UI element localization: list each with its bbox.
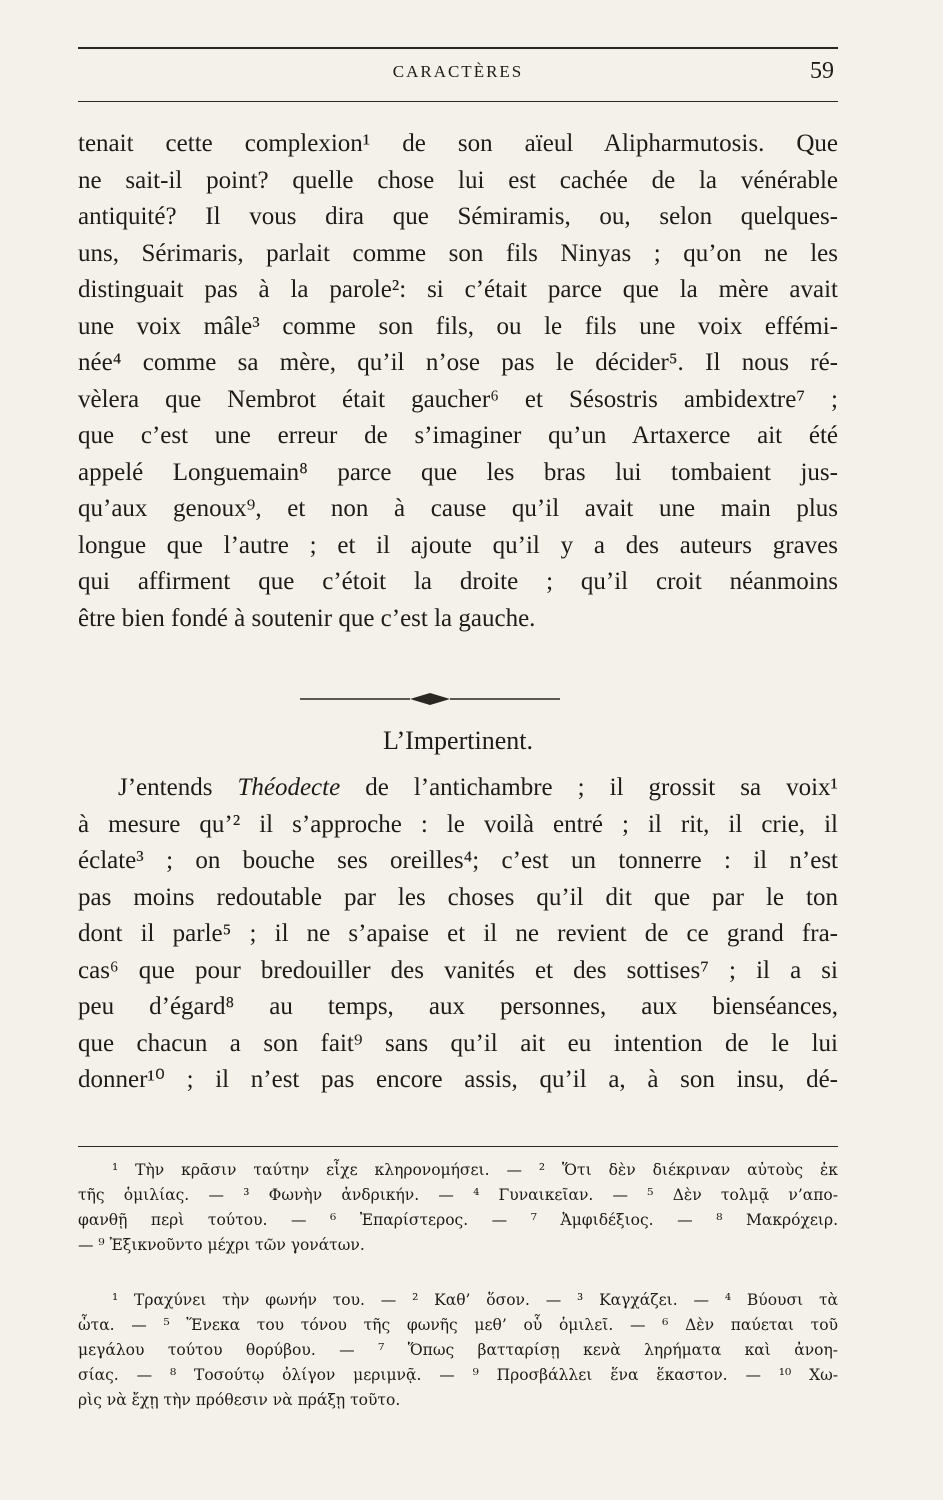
footnote-line: σίας. — ⁸ Τοσούτῳ ὀλίγον μεριμνᾷ. — ⁹ Προσβάλλει ἕνα ἕκαστον. — ¹⁰ Χω- bbox=[78, 1366, 838, 1384]
text-line: dont il parle⁵ ; il ne s’apaise et il ne revient de ce grand fra- bbox=[78, 920, 838, 947]
text-line: que chacun a son fait⁹ sans qu’il ait eu intention de le lui bbox=[78, 1029, 838, 1057]
section-title: L’Impertinent. bbox=[383, 726, 533, 755]
text-line: J’entends Théodecte de l’antichambre ; il grossit sa voix¹ bbox=[118, 774, 838, 801]
text-line: antiquité? Il vous dira que Sémiramis, ou, selon quelques- bbox=[78, 203, 838, 230]
text-line: cas⁶ que pour bredouiller des vanités et des sottises⁷ ; il a si bbox=[78, 956, 838, 984]
character-name: Théodecte bbox=[237, 774, 341, 801]
text-line: née⁴ comme sa mère, qu’il n’ose pas le décider⁵. Il nous ré- bbox=[78, 349, 838, 376]
footnote-line: φανθῇ περὶ τούτου. — ⁶ Ἐπαρίστερος. — ⁷ Ἀμφιδέξιος. — ⁸ Μακρόχειρ. bbox=[78, 1211, 838, 1229]
footnote-line: ¹ Τὴν κρᾶσιν ταύτην εἶχε κληρονομήσει. — ² Ὅτι δὲν διέκριναν αὐτοὺς ἐκ bbox=[112, 1161, 838, 1179]
text-line: éclate³ ; on bouche ses oreilles⁴; c’est un tonnerre : il n’est bbox=[78, 847, 838, 874]
text-line: longue que l’autre ; et il ajoute qu’il y a des auteurs graves bbox=[78, 531, 838, 559]
text-line: qui affirment que c’étoit la droite ; qu’il croit néanmoins bbox=[78, 568, 838, 595]
footnote-line: ρὶς νὰ ἔχῃ τὴν πρόθεσιν νὰ πράξῃ τοῦτο. bbox=[78, 1391, 401, 1409]
footnote-line: τῆς ὁμιλίας. — ³ Φωνὴν ἀνδρικήν. — ⁴ Γυναικεῖαν. — ⁵ Δὲν τολμᾷ ν’απο- bbox=[78, 1186, 838, 1204]
text-line: tenait cette complexion¹ de son aïeul Alipharmutosis. Que bbox=[78, 130, 838, 157]
text-line: pas moins redoutable par les choses qu’il dit que par le ton bbox=[78, 883, 838, 911]
text-line: que c’est une erreur de s’imaginer qu’un Artaxerce ait été bbox=[78, 422, 838, 449]
footnotes-greek-1 bbox=[78, 1158, 838, 1258]
footnote-line: — ⁹ Ἐξικνοῦντο μέχρι τῶν γονάτων. bbox=[78, 1236, 365, 1254]
text-line: peu d’égard⁸ au temps, aux personnes, aux bienséances, bbox=[78, 993, 838, 1020]
body-text-before bbox=[78, 126, 838, 637]
footnotes-greek-2 bbox=[78, 1288, 838, 1413]
text-line: appelé Longuemain⁸ parce que les bras lui tombaient jus- bbox=[78, 458, 838, 486]
text-line: distinguait pas à la parole²: si c’était parce que la mère avait bbox=[78, 276, 838, 303]
text-line: vèlera que Nembrot était gaucher⁶ et Sésostris ambidextre⁷ ; bbox=[78, 385, 838, 413]
footnote-line: ¹ Τραχύνει τὴν φωνήν του. — ² Καθ’ ὅσον. — ³ Καγχάζει. — ⁴ Βύουσι τὰ bbox=[112, 1291, 838, 1309]
header-rule-bottom bbox=[78, 101, 838, 102]
text-line: uns, Sérimaris, parlait comme son fils Ninyas ; qu’on ne les bbox=[78, 239, 838, 267]
text-line: une voix mâle³ comme son fils, ou le fils une voix effémi- bbox=[78, 312, 838, 340]
page-number: 59 bbox=[810, 58, 834, 84]
footnote-line: ὦτα. — ⁵ Ἕνεκα του τόνου τῆς φωνῆς μεθ’ οὗ ὁμιλεῖ. — ⁶ Δὲν παύεται τοῦ bbox=[78, 1316, 838, 1334]
footnote-line: μεγάλου τούτου θορύβου. — ⁷ Ὅπως βατταρίσῃ κενὰ ληρήματα καὶ ἀνοη- bbox=[78, 1341, 838, 1359]
text-line: ne sait-il point? quelle chose lui est cachée de la vénérable bbox=[78, 166, 838, 194]
text-line: qu’aux genoux⁹, et non à cause qu’il avait une main plus bbox=[78, 495, 838, 522]
body-text-after bbox=[78, 770, 838, 1099]
running-head bbox=[78, 58, 838, 98]
footnote-rule bbox=[78, 1146, 838, 1147]
text-line: être bien fondé à soutenir que c’est la gauche. bbox=[78, 604, 536, 632]
section-ornament bbox=[300, 692, 560, 706]
text-line: à mesure qu’² il s’approche : le voilà entré ; il rit, il crie, il bbox=[78, 810, 838, 838]
header-rule-top bbox=[78, 47, 838, 49]
text-line: donner¹⁰ ; il n’est pas encore assis, qu’il a, à son insu, dé- bbox=[78, 1066, 838, 1093]
running-title: CARACTÈRES bbox=[392, 62, 524, 81]
